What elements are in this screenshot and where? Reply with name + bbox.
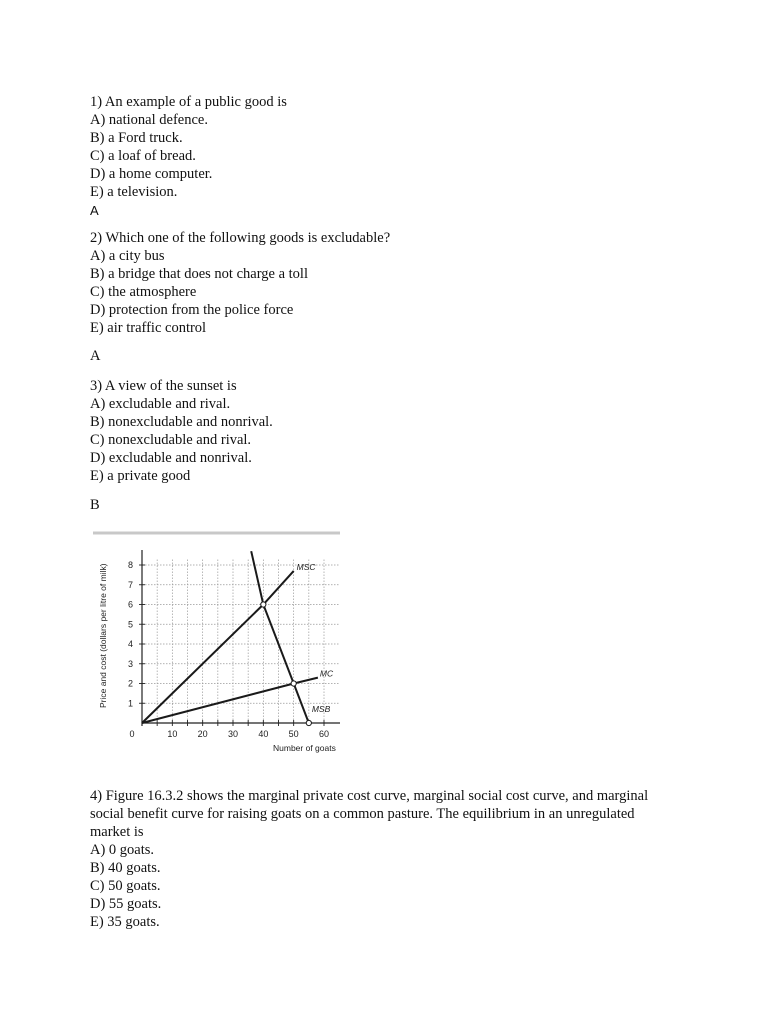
question-3-stem: 3) A view of the sunset is [90,378,237,394]
question-4-option-c: C) 50 goats. [90,878,161,894]
question-4-stem-line-2: social benefit curve for raising goats on a common pasture. The equilibrium in an unregulated [90,806,635,822]
y-tick-label: 5 [127,619,133,630]
question-4-stem-line-3: market is [90,824,144,840]
question-4-stem-line-1: 4) Figure 16.3.2 shows the marginal private cost curve, marginal social cost curve, and marginal [90,788,649,804]
x-tick-label: 40 [258,729,269,739]
question-2-option-b: B) a bridge that does not charge a toll [90,266,308,282]
question-4-option-d: D) 55 goats. [90,896,162,912]
question-1-option-d: D) a home computer. [90,166,213,182]
question-2-option-e: E) air traffic control [90,320,207,336]
curve-label-mc: MC [319,668,334,679]
curve-label-msc: MSC [296,561,316,572]
question-3-option-b: B) nonexcludable and nonrival. [90,414,273,430]
question-2-option-d: D) protection from the police force [90,302,294,318]
cost-benefit-chart [90,530,342,760]
question-1-option-a: A) national defence. [90,112,208,128]
x-tick-label: 20 [197,729,208,739]
question-1-stem: 1) An example of a public good is [90,94,287,110]
y-tick-label: 3 [127,658,133,669]
question-3-option-d: D) excludable and nonrival. [90,450,252,466]
question-3-option-e: E) a private good [90,468,191,484]
question-1-option-e: E) a television. [90,184,178,200]
y-tick-label: 1 [127,698,133,709]
question-2 [90,229,390,337]
question-3 [90,377,273,485]
question-1-answer: A [90,203,99,218]
question-2-answer: A [90,348,101,364]
y-tick-label: 7 [127,579,133,590]
question-3-answer: B [90,497,100,513]
curve-msb [251,551,309,723]
question-2-option-a: A) a city bus [90,248,165,264]
curve-label-msb: MSB [311,704,331,714]
question-1 [90,93,287,201]
question-4-option-a: A) 0 goats. [90,842,155,858]
x-axis-label: Number of goats [273,743,336,753]
y-tick-label: 4 [127,639,133,649]
x-tick-label: 10 [167,729,178,739]
y-axis-label: Price and cost (dollars per litre of milk) [98,563,108,708]
question-4 [90,787,648,931]
y-tick-label: 2 [127,678,133,689]
x-tick-label: 50 [288,729,299,739]
question-4-option-e: E) 35 goats. [90,914,160,930]
x-tick-label: 60 [318,729,330,739]
intersection-point [306,720,311,725]
x-tick-label: 30 [227,729,239,739]
question-1-option-b: B) a Ford truck. [90,130,183,146]
question-2-stem: 2) Which one of the following goods is excludable? [90,230,391,246]
y-tick-label: 6 [127,599,133,610]
intersection-point [261,602,266,607]
question-3-option-a: A) excludable and rival. [90,396,231,412]
question-3-option-c: C) nonexcludable and rival. [90,432,252,448]
question-2-option-c: C) the atmosphere [90,284,197,300]
goat-pasture-figure [90,530,342,760]
intersection-point [291,681,296,686]
x-tick-label: 0 [129,729,135,739]
y-tick-label: 8 [127,560,133,570]
question-1-option-c: C) a loaf of bread. [90,148,196,164]
question-4-option-b: B) 40 goats. [90,860,161,876]
